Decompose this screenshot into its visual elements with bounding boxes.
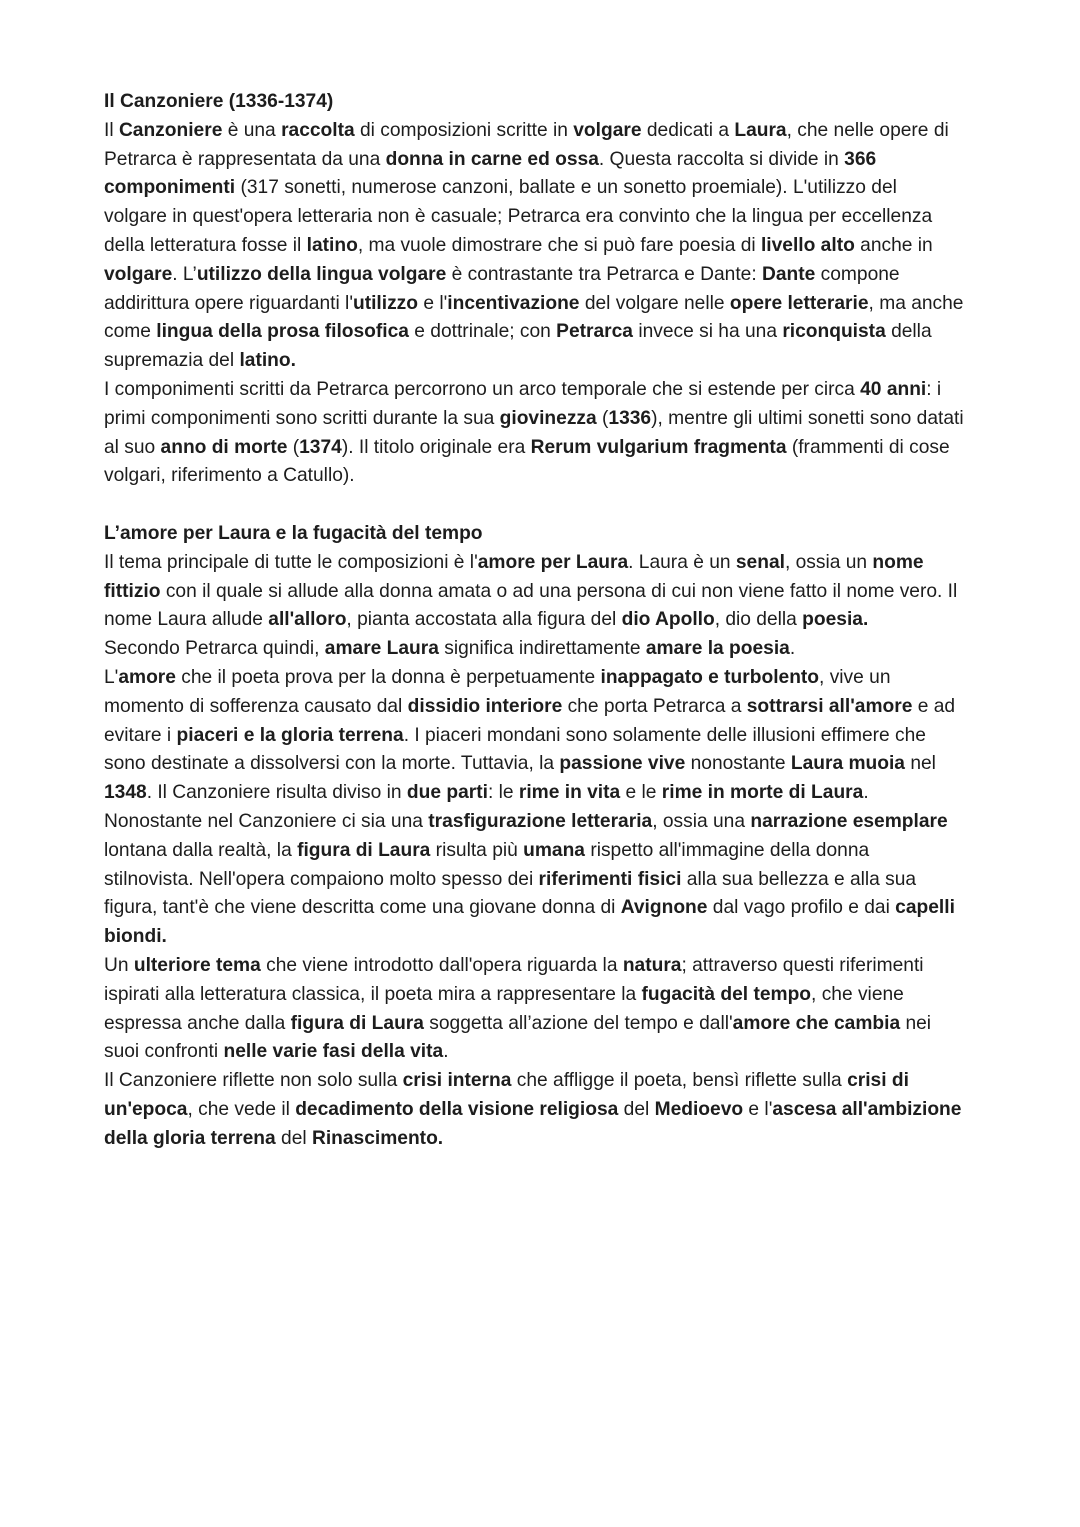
- paragraph: [104, 117, 964, 376]
- text-run: significa indirettamente: [438, 638, 646, 660]
- text-run: della supremazia del: [104, 321, 932, 372]
- bold-text: fugacità del tempo: [641, 983, 812, 1005]
- paragraph: [104, 549, 964, 635]
- text-run: ; attraverso questi riferimenti ispirati alla letteratura classica, il poeta mira a rappresentare la: [104, 954, 924, 1005]
- text-run: L': [104, 666, 119, 688]
- bold-text: volgare: [104, 263, 173, 285]
- bold-text: amore per Laura: [477, 551, 629, 573]
- text-run: e dottrinale; con: [408, 321, 557, 343]
- bold-text: all'alloro: [268, 609, 347, 631]
- bold-text: 1336: [608, 407, 652, 429]
- bold-text: giovinezza: [499, 407, 597, 429]
- paragraph: [104, 952, 964, 1067]
- text-run: Un: [104, 954, 134, 976]
- bold-text: ulteriore tema: [133, 954, 261, 976]
- text-run: anche in: [854, 234, 933, 256]
- text-run: lontana dalla realtà, la: [104, 839, 298, 861]
- text-run: ), mentre gli ultimi sonetti sono datati al suo: [104, 407, 964, 458]
- text-run: (frammenti di cose volgari, riferimento a Catullo).: [104, 436, 950, 487]
- bold-text: opere letterarie: [729, 292, 869, 314]
- bold-text: natura: [622, 954, 682, 976]
- text-run: ). Il titolo originale era: [341, 436, 531, 458]
- text-run: del: [275, 1127, 312, 1149]
- section-canzoniere: [104, 88, 964, 491]
- bold-text: trasfigurazione letteraria: [428, 810, 653, 832]
- paragraph: [104, 376, 964, 491]
- text-run: , dio della: [714, 609, 803, 631]
- bold-text: latino: [306, 234, 358, 256]
- bold-text: 1374: [299, 436, 342, 458]
- bold-text: due parti: [406, 782, 488, 804]
- paragraph: [104, 1067, 964, 1153]
- text-run: che affligge il poeta, bensì riflette sulla: [511, 1070, 848, 1092]
- bold-text: 366 componimenti: [104, 148, 877, 199]
- bold-text: crisi di un'epoca: [104, 1070, 909, 1120]
- section-amore-per-laura: [104, 520, 964, 1154]
- bold-text: Laura muoia: [790, 753, 905, 775]
- text-run: che porta Petrarca a: [562, 695, 747, 717]
- bold-text: latino.: [239, 350, 296, 372]
- paragraph: [104, 635, 964, 664]
- text-run: , ossia una: [652, 810, 751, 832]
- bold-text: utilizzo: [352, 292, 418, 314]
- bold-text: rime in morte di Laura: [661, 782, 864, 804]
- bold-text: amare la poesia: [645, 638, 790, 660]
- bold-text: figura di Laura: [290, 1012, 424, 1034]
- text-run: : i primi componimenti sono scritti durante la sua: [104, 378, 942, 429]
- paragraph: [104, 664, 964, 952]
- bold-text: piaceri e la gloria terrena: [176, 724, 404, 746]
- document-page: [104, 88, 964, 1153]
- bold-text: utilizzo della lingua volgare: [196, 263, 447, 285]
- bold-text: rime in vita: [518, 782, 621, 804]
- bold-text: incentivazione: [447, 292, 580, 314]
- bold-text: 40 anni: [860, 378, 927, 400]
- text-run: . Laura è un: [628, 551, 736, 573]
- text-run: è una: [222, 119, 282, 141]
- text-run: invece si ha una: [632, 321, 783, 343]
- text-run: : le: [487, 782, 519, 804]
- bold-text: ascesa all'ambizione della gloria terrena: [104, 1098, 962, 1149]
- bold-text: Petrarca: [556, 321, 633, 343]
- bold-text: livello alto: [760, 234, 855, 256]
- text-run: . Il Canzoniere risulta diviso in: [146, 782, 407, 804]
- text-run: dedicati a: [641, 119, 735, 141]
- text-run: (317 sonetti, numerose canzoni, ballate e un sonetto proemiale). L'utilizzo del volgare in quest'opera letteraria non è casuale; Petrarca era convinto che la lingua per eccellenza della letteratura fosse il: [104, 177, 933, 256]
- bold-text: umana: [523, 839, 585, 861]
- text-run: , che nelle opere di Petrarca è rappresentata da una: [104, 119, 949, 170]
- text-run: , vive un momento di sofferenza causato dal: [104, 666, 891, 717]
- bold-text: amore: [118, 666, 176, 688]
- text-run: (: [596, 407, 609, 429]
- bold-text: 1348: [104, 782, 147, 804]
- text-run: . Nonostante nel Canzoniere ci sia una: [104, 782, 869, 832]
- bold-text: riconquista: [782, 321, 886, 343]
- bold-text: dio Apollo: [621, 609, 715, 631]
- text-run: e l': [743, 1098, 773, 1120]
- bold-text: poesia.: [802, 609, 869, 631]
- bold-text: capelli biondi.: [104, 897, 955, 948]
- section-heading: L’amore per Laura e la fugacità del tempo: [104, 522, 483, 544]
- text-run: Il tema principale di tutte le composizioni è l': [104, 551, 478, 573]
- text-run: nonostante: [685, 753, 791, 775]
- text-run: . I piaceri mondani sono solamente delle illusioni effimere che sono destinate a dissolversi con la morte. Tuttavia, la: [104, 724, 926, 775]
- text-run: I componimenti scritti da Petrarca percorrono un arco temporale che si estende per circa: [104, 378, 861, 400]
- text-run: è contrastante tra Petrarca e Dante:: [446, 263, 762, 285]
- text-run: , che viene espressa anche dalla: [104, 983, 904, 1034]
- bold-text: dissidio interiore: [407, 695, 563, 717]
- section-heading: Il Canzoniere (1336-1374): [104, 91, 334, 112]
- text-run: , ossia un: [784, 551, 873, 573]
- text-run: (: [287, 436, 300, 458]
- bold-text: sottrarsi all'amore: [746, 695, 913, 717]
- bold-text: inappagato e turbolento: [600, 666, 820, 688]
- text-run: e ad evitare i: [104, 695, 956, 746]
- bold-text: crisi interna: [402, 1070, 512, 1092]
- bold-text: volgare: [573, 119, 642, 141]
- bold-text: Laura: [734, 119, 787, 141]
- text-run: . L’: [172, 263, 197, 285]
- text-run: del volgare nelle: [579, 292, 730, 314]
- bold-text: figura di Laura: [297, 839, 431, 861]
- text-run: che il poeta prova per la donna è perpetuamente: [175, 666, 601, 688]
- text-run: nei suoi confronti: [104, 1012, 932, 1063]
- text-run: compone addirittura opere riguardanti l': [104, 263, 900, 314]
- text-run: e l': [418, 292, 448, 314]
- text-run: Il Canzoniere riflette non solo sulla: [104, 1070, 403, 1092]
- bold-text: nome fittizio: [104, 551, 924, 602]
- bold-text: nelle varie fasi della vita: [223, 1041, 444, 1063]
- bold-text: riferimenti fisici: [538, 868, 682, 890]
- bold-text: Medioevo: [654, 1098, 744, 1120]
- text-run: Secondo Petrarca quindi,: [104, 638, 325, 660]
- bold-text: Avignone: [620, 897, 708, 919]
- text-run: .: [443, 1041, 449, 1063]
- text-run: , che vede il: [187, 1098, 296, 1120]
- text-run: .: [789, 638, 796, 660]
- bold-text: donna in carne ed ossa: [385, 148, 599, 170]
- text-run: , pianta accostata alla figura del: [346, 609, 622, 631]
- text-run: risulta più: [430, 839, 524, 861]
- bold-text: senal: [735, 551, 785, 573]
- bold-text: lingua della prosa filosofica: [156, 321, 409, 343]
- text-run: . Questa raccolta si divide in: [598, 148, 845, 170]
- text-run: dal vago profilo e dai: [707, 897, 896, 919]
- bold-text: passione vive: [559, 753, 686, 775]
- bold-text: Canzoniere: [118, 119, 223, 141]
- bold-text: Rerum vulgarium fragmenta: [530, 436, 787, 458]
- text-run: con il quale si allude alla donna amata o ad una persona di cui non viene fatto il nome vero. Il nome Laura allude: [104, 580, 958, 631]
- text-run: soggetta all’azione del tempo e dall': [423, 1012, 733, 1034]
- bold-text: amore che cambia: [732, 1012, 901, 1034]
- section-gap: [104, 491, 964, 520]
- bold-text: Dante: [762, 263, 816, 285]
- text-run: che viene introdotto dall'opera riguarda la: [260, 954, 623, 976]
- bold-text: Rinascimento.: [311, 1127, 444, 1149]
- text-run: , ma anche come: [104, 292, 964, 343]
- bold-text: anno di morte: [160, 436, 288, 458]
- text-run: e le: [620, 782, 662, 804]
- text-run: , ma vuole dimostrare che si può fare poesia di: [357, 234, 761, 256]
- bold-text: raccolta: [281, 119, 355, 141]
- bold-text: amare Laura: [324, 638, 439, 660]
- text-run: nel: [904, 753, 936, 775]
- bold-text: narrazione esemplare: [750, 810, 948, 832]
- text-run: Il: [104, 119, 119, 141]
- text-run: di composizioni scritte in: [354, 119, 574, 141]
- text-run: alla sua bellezza e alla sua figura, tant'è che viene descritta come una giovane donna di: [104, 868, 917, 919]
- text-run: del: [618, 1098, 655, 1120]
- text-run: rispetto all'immagine della donna stilnovista. Nell'opera compaiono molto spesso dei: [104, 839, 870, 890]
- bold-text: decadimento della visione religiosa: [295, 1098, 619, 1120]
